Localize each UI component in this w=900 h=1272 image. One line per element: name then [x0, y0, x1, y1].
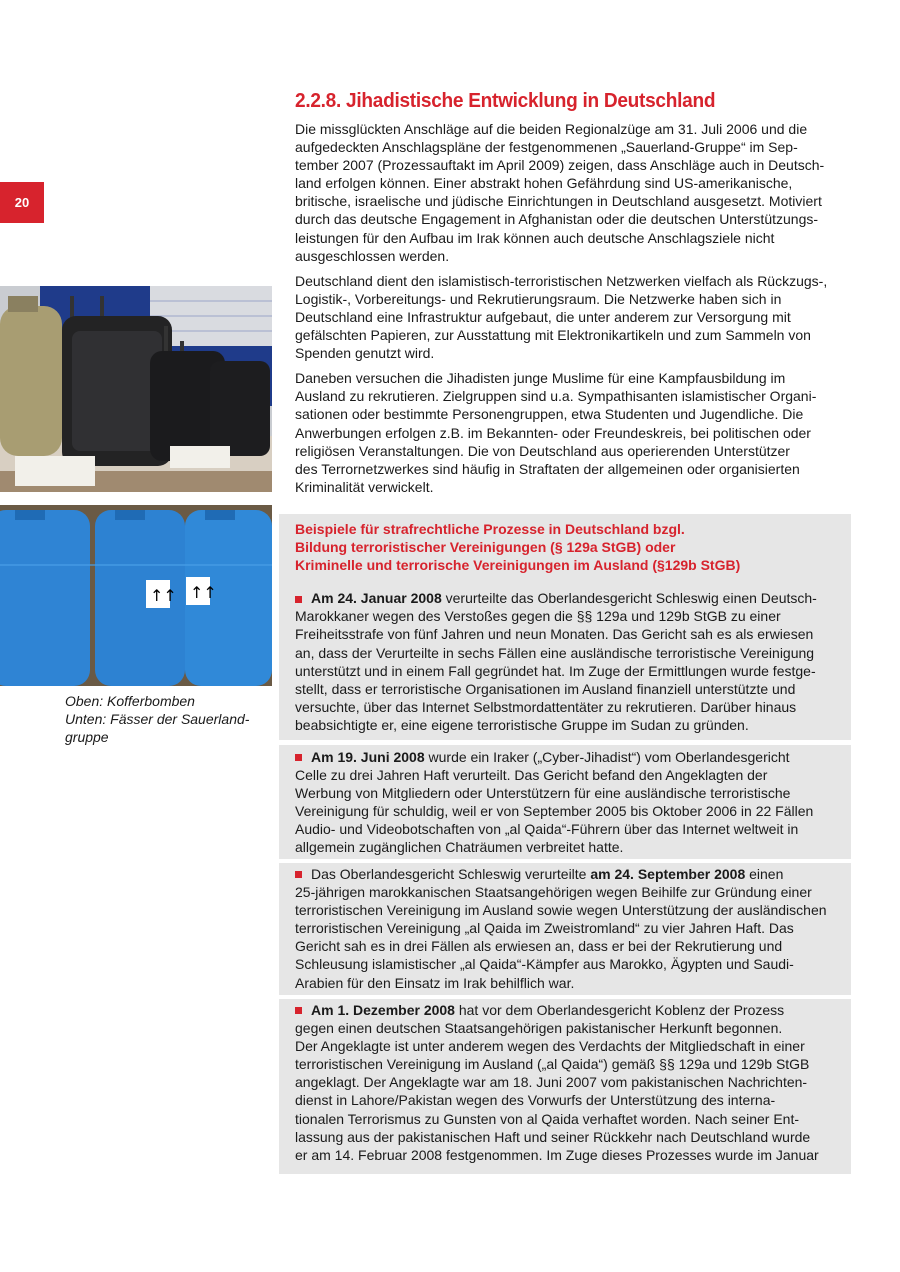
paragraph: Die missglückten Anschläge auf die beiden Regionalzüge am 31. Juli 2006 und die aufgedeckten Anschlagspläne der festgenommenen „Sauerland-Gruppe“ im Sep- tember 2007 (Prozessauftakt im April 2009) zeigen, dass Anschläge auch in Deutsch- land erfolgen können. Einer abstrakt hohen Gefährdung sind US-amerikanische, britische, israelische und jüdische Einrichtungen in Deutschland ausgesetzt. Motiviert durch das deutsche Engagement in Afghanistan oder die deutschen Unterstützungs- leistungen für den Aufbau im Irak können auch deutsche Anschlagsziele nicht ausgeschlossen werden. [295, 121, 825, 264]
case-box-1 [279, 514, 851, 740]
paragraph: Daneben versuchen die Jihadisten junge Muslime für eine Kampfausbildung im Ausland zu rekrutieren. Zielgruppen sind u.a. Sympathisanten islamistischer Organi- sationen oder bestimmte Personengruppen, etwa Studenten und Jugendliche. Die Anwerbungen erfolgen z.B. im Bekannten- oder Freundeskreis, bei politischen oder religiösen Veranstaltungen. Die von Deutschland aus operierenden Unterstützer des Terrornetzwerkes sind häufig in Straftaten der allgemeinen oder organisierten Kriminalität verwickelt. [295, 370, 817, 495]
photo-sauerland-barrels [0, 505, 272, 686]
case-box-4 [279, 999, 851, 1174]
photo-suitcase-bombs [0, 286, 272, 492]
bullet-icon [295, 871, 302, 878]
case-box-2 [279, 745, 851, 859]
case-item: Am 24. Januar 2008 verurteilte das Oberlandesgericht Schleswig einen Deutsch- Marokkaner wegen des Verstoßes gegen die §§ 129a und 129b StGB zu einer Freiheitsstrafe von fünf Jahren und neun Monaten. Das Gericht sah es als erwiesen an, dass der Verurteilte in sechs Fällen eine ausländische terroristische Vereinigung unterstützt und in einem Fall gegründet hat. Im Zuge der Ermittlungen wurde festge- stellt, dass er terroristische Organisationen im Ausland finanziell unterstützte und versuchte, über das Internet Selbstmordattentäter zu rekrutieren. Darüber hinaus beabsichtigte er, eine eigene terroristische Gruppe im Sudan zu gründen. [295, 590, 817, 733]
paragraph: Deutschland dient den islamistisch-terroristischen Netzwerken vielfach als Rückzugs-, Logistik-, Vorbereitungs- und Rekrutierungsraum. Die Netzwerke haben sich in Deutschland eine Infrastruktur aufgebaut, die unter anderem zur Versorgung mit gefälschten Papieren, zur Ausstattung mit Elektronikartikeln und zum Sammeln von Spenden genutzt wird. [295, 272, 828, 362]
bullet-icon [295, 754, 302, 761]
case-item: Das Oberlandesgericht Schleswig verurteilte am 24. September 2008 einen 25-jährigen marokkanischen Staatsangehörigen wegen Beihilfe zur Gründung einer terroristischen Vereinigung im Ausland sowie wegen Unterstützung der ausländischen terroristischen Vereinigung „al Qaida im Zweistromland“ zu vier Jahren Haft. Das Gericht sah es in drei Fällen als erwiesen an, dass er bei der Rekrutierung und Schleusung islamistischer „al Qaida“-Kämpfer aus Marokko, Ägypten und Saudi- Arabien für den Einsatz im Irak behilflich war. [295, 866, 827, 991]
case-date: Am 19. Juni 2008 [311, 749, 425, 765]
box-heading: Beispiele für strafrechtliche Prozesse in Deutschland bzgl. Bildung terroristischer Vereinigungen (§ 129a StGB) oder Kriminelle und terrorische Vereinigungen im Ausland (§129b StGB) [295, 521, 741, 574]
case-date: Am 24. Januar 2008 [311, 590, 442, 607]
case-date: Am 1. Dezember 2008 [311, 1002, 455, 1018]
main-column [295, 88, 847, 503]
bullet-icon [295, 1007, 302, 1014]
case-item: Am 1. Dezember 2008 hat vor dem Oberlandesgericht Koblenz der Prozess gegen einen deutschen Staatsangehörigen pakistanischer Herkunft begonnen. Der Angeklagte ist unter anderem wegen des Verdachts der Mitgliedschaft in einer terroristischen Vereinigung im Ausland („al Qaida“) gemäß §§ 129a und 129b StGB angeklagt. Der Angeklagte war am 18. Juni 2007 vom pakistanischen Nachrichten- dienst in Lahore/Pakistan wegen des Vorwurfs der Unterstützung des interna- tionalen Terrorismus zu Gunsten von al Qaida verhaftet worden. Nach seiner Ent- lassung aus der pakistanischen Haft und seiner Rückkehr nach Deutschland wurde er am 14. Februar 2008 festgenommen. Im Zuge dieses Prozesses wurde im Januar [295, 1002, 819, 1163]
section-heading: 2.2.8. Jihadistische Entwicklung in Deutschland [295, 89, 716, 112]
svg-text:↑↑: ↑↑ [190, 583, 217, 602]
photo-caption: Oben: Kofferbomben Unten: Fässer der Sauerland- gruppe [65, 693, 250, 745]
case-box-3 [279, 863, 851, 995]
case-item: Am 19. Juni 2008 wurde ein Iraker („Cyber-Jihadist“) vom Oberlandesgericht Celle zu drei Jahren Haft verurteilt. Das Gericht befand den Angeklagten der Werbung von Mitgliedern oder Unterstützern für eine ausländische terroristische Vereinigung für schuldig, weil er von September 2005 bis Oktober 2006 in 22 Fällen Audio- und Videobotschaften von „al Qaida“-Führern über das Internet weltweit in allgemein zugänglichen Chaträumen verbreitet hatte. [295, 749, 814, 856]
svg-text:↑↑: ↑↑ [150, 586, 177, 605]
case-date: am 24. September 2008 [590, 866, 746, 882]
bullet-icon [295, 596, 302, 603]
page-number: 20 [0, 182, 44, 223]
